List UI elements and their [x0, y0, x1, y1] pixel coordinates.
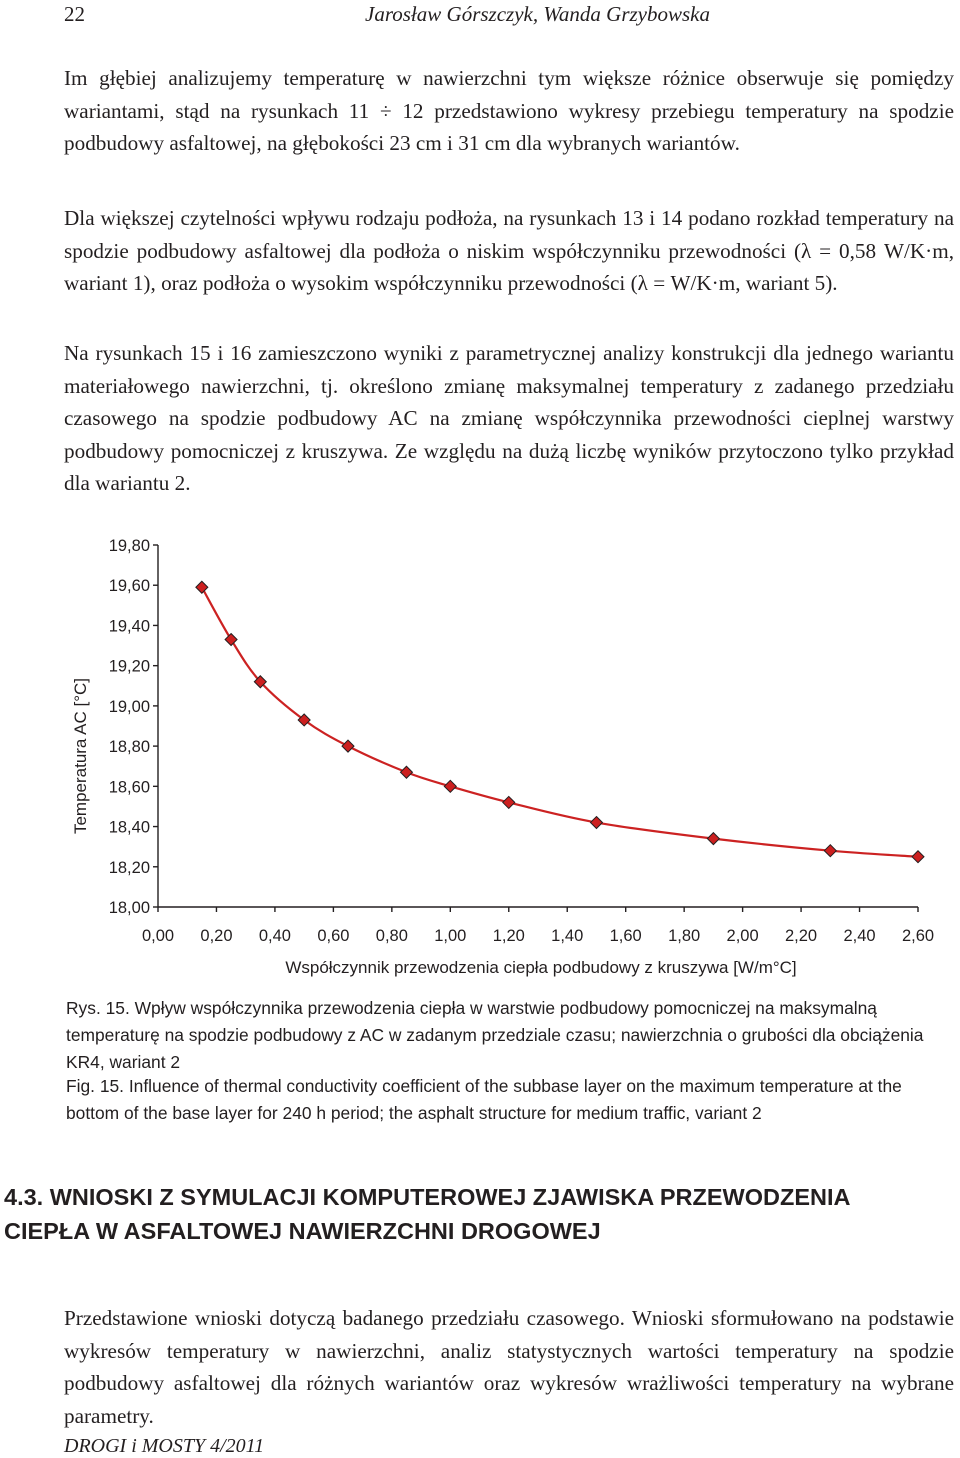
data-point-marker: [824, 845, 836, 857]
data-point-marker: [912, 851, 924, 863]
section-heading: 4.3. WNIOSKI Z SYMULACJI KOMPUTEROWEJ ZJAWISKA PRZEWODZENIA CIEPŁA W ASFALTOWEJ NAWIERZCHNI DROGOWEJ: [4, 1184, 850, 1244]
figure-caption-english: Fig. 15. Influence of thermal conductivity coefficient of the subbase layer on the maximum temperature at the bottom of the base layer for 240 h period; the asphalt structure for medium traffic, variant 2: [66, 1076, 902, 1123]
data-point-marker: [196, 581, 208, 593]
y-tick-label: 19,20: [108, 657, 150, 676]
data-points: [196, 581, 924, 862]
x-tick-label: 1,60: [609, 927, 642, 945]
series-line: [202, 587, 918, 856]
section-paragraph: Przedstawione wnioski dotyczą badanego przedziału czasowego. Wnioski sformułowano na podstawie wykresów temperatury w nawierzchni, analiz statystycznych wartości temperatury na spodzie podbudowy asfaltowej dla różnych wariantów oraz wykresów wrażliwości temperatury na wybrane parametry.: [64, 1306, 954, 1428]
figure-15-chart: [60, 528, 950, 988]
data-point-marker: [590, 817, 602, 829]
x-tick-label: 2,60: [901, 927, 935, 945]
data-point-marker: [707, 833, 719, 845]
paragraph-2: Dla większej czytelności wpływu rodzaju podłoża, na rysunkach 13 i 14 podano rozkład temperatury na spodzie podbudowy asfaltowej dla podłoża o niskim współczynniku przewodności (λ = 0,58 W/K·m, wariant 1), oraz podłoża o wysokim współczynniku przewodności (λ = W/K·m, wariant 5).: [64, 206, 954, 295]
figure-caption-polish: Rys. 15. Wpływ współczynnika przewodzenia ciepła w warstwie podbudowy pomocniczej na maksymalną temperaturę na spodzie podbudowy z AC w zadanym przedziale czasu; nawierzchnia o grubości dla obciążenia KR4, wariant 2: [66, 998, 924, 1072]
x-tick-label: 2,20: [785, 927, 818, 945]
x-axis-label: Współczynnik przewodzenia ciepła podbudowy z kruszywa [W/m°C]: [285, 958, 797, 977]
x-tick-label: 2,40: [843, 927, 876, 945]
x-tick-label: 0,60: [317, 927, 350, 945]
x-tick-label: 0,20: [200, 927, 233, 945]
x-tick-label: 0,80: [375, 927, 408, 945]
y-tick-label: 19,80: [108, 537, 150, 555]
x-tick-label: 0,40: [258, 927, 291, 945]
x-tick-label: 1,40: [551, 927, 584, 945]
data-point-marker: [342, 740, 354, 752]
x-tick-label: 1,00: [434, 927, 467, 945]
page-header: [64, 2, 930, 28]
y-tick-label: 18,20: [108, 858, 150, 877]
y-tick-label: 19,60: [108, 577, 150, 596]
page-number: 22: [64, 2, 85, 26]
data-point-marker: [225, 634, 237, 646]
y-tick-label: 19,00: [108, 697, 150, 716]
x-tick-label: 1,20: [492, 927, 525, 945]
y-tick-label: 18,40: [108, 818, 150, 837]
y-tick-label: 18,60: [108, 778, 150, 797]
data-point-marker: [444, 780, 456, 792]
y-tick-label: 18,00: [108, 899, 150, 917]
chart-svg: [60, 528, 950, 988]
x-tick-label: 0,00: [141, 927, 175, 945]
running-head-authors: Jarosław Górszczyk, Wanda Grzybowska: [365, 2, 710, 26]
data-point-marker: [503, 796, 515, 808]
journal-footer: DROGI i MOSTY 4/2011: [64, 1435, 265, 1457]
paragraph-3: Na rysunkach 15 i 16 zamieszczono wyniki z parametrycznej analizy konstrukcji dla jednego wariantu materiałowego nawierzchni, tj. określono zmianę maksymalnej temperatury z zadanego przedziału czasowego na spodzie podbudowy AC na zmianę współczynnika przewodności cieplnej warstwy podbudowy pomocniczej z kruszywa. Ze względu na dużą liczbę wyników przytoczono tylko przykład dla wariantu 2.: [64, 341, 954, 495]
y-tick-label: 18,80: [108, 738, 150, 757]
x-tick-label: 2,00: [726, 927, 759, 945]
y-axis: [109, 537, 158, 917]
y-axis-label: Temperatura AC [°C]: [71, 677, 90, 835]
y-tick-label: 19,40: [108, 617, 150, 636]
data-point-marker: [400, 766, 412, 778]
x-axis: [142, 907, 934, 945]
x-tick-label: 1,80: [668, 927, 701, 945]
paragraph-1: Im głębiej analizujemy temperaturę w nawierzchni tym większe różnice obserwuje się pomiędzy wariantami, stąd na rysunkach 11 ÷ 12 przedstawiono wykresy przebiegu temperatury na spodzie podbudowy asfaltowej, na głębokości 23 cm i 31 cm dla wybranych wariantów.: [64, 66, 954, 155]
